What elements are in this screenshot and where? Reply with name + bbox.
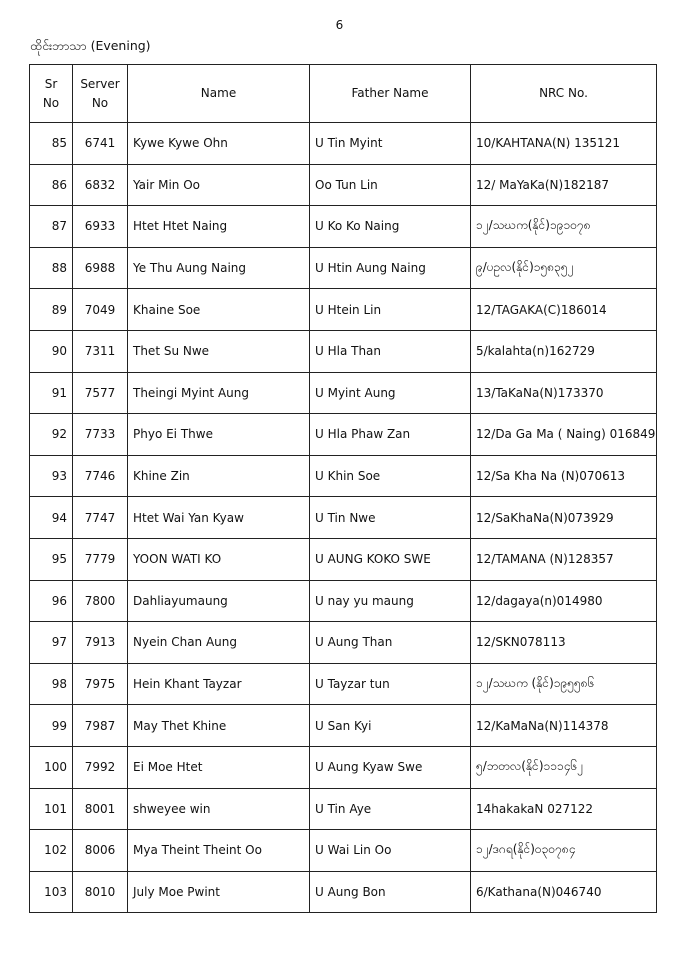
cell-server-no: 7800	[73, 580, 128, 622]
cell-nrc-no: 12/SKN078113	[471, 622, 657, 664]
cell-sr-no: 94	[30, 497, 73, 539]
cell-nrc-no: 10/KAHTANA(N) 135121	[471, 123, 657, 165]
cell-nrc-no: 12/SaKhaNa(N)073929	[471, 497, 657, 539]
cell-name: Thet Su Nwe	[128, 330, 310, 372]
column-header-server-no	[73, 65, 128, 123]
cell-name: Hein Khant Tayzar	[128, 663, 310, 705]
cell-name: Ye Thu Aung Naing	[128, 247, 310, 289]
cell-name: Htet Wai Yan Kyaw	[128, 497, 310, 539]
cell-server-no: 6741	[73, 123, 128, 165]
cell-father-name: U Khin Soe	[310, 455, 471, 497]
page-number: 6	[335, 18, 344, 32]
table-row	[30, 372, 657, 414]
cell-sr-no: 85	[30, 123, 73, 165]
cell-sr-no: 89	[30, 289, 73, 331]
cell-father-name: U Tayzar tun	[310, 663, 471, 705]
cell-nrc-no: 13/TaKaNa(N)173370	[471, 372, 657, 414]
cell-sr-no: 90	[30, 330, 73, 372]
cell-name: May Thet Khine	[128, 705, 310, 747]
table-row	[30, 123, 657, 165]
section-heading: ထိုင်းဘာသာ (Evening)	[30, 38, 151, 53]
cell-sr-no: 93	[30, 455, 73, 497]
cell-name: Nyein Chan Aung	[128, 622, 310, 664]
cell-father-name: U San Kyi	[310, 705, 471, 747]
cell-father-name: U Tin Aye	[310, 788, 471, 830]
cell-sr-no: 97	[30, 622, 73, 664]
column-header-name: Name	[128, 65, 310, 123]
cell-name: Kywe Kywe Ohn	[128, 123, 310, 165]
column-header-father-name: Father Name	[310, 65, 471, 123]
table-row	[30, 164, 657, 206]
table-header	[30, 65, 657, 123]
cell-server-no: 6933	[73, 206, 128, 248]
cell-sr-no: 92	[30, 414, 73, 456]
cell-nrc-no: 14hakakaN 027122	[471, 788, 657, 830]
cell-nrc-no: 6/Kathana(N)046740	[471, 871, 657, 913]
cell-nrc-no: 12/ MaYaKa(N)182187	[471, 164, 657, 206]
cell-father-name: U AUNG KOKO SWE	[310, 538, 471, 580]
table-row	[30, 580, 657, 622]
cell-name: Theingi Myint Aung	[128, 372, 310, 414]
cell-nrc-no: 12/dagaya(n)014980	[471, 580, 657, 622]
header-row	[30, 65, 657, 123]
cell-server-no: 7049	[73, 289, 128, 331]
roster-table	[29, 64, 657, 913]
cell-father-name: U Hla Than	[310, 330, 471, 372]
cell-name: Dahliayumaung	[128, 580, 310, 622]
cell-father-name: U Myint Aung	[310, 372, 471, 414]
cell-server-no: 7733	[73, 414, 128, 456]
table-body	[30, 123, 657, 913]
cell-nrc-no: 5/kalahta(n)162729	[471, 330, 657, 372]
table-row	[30, 497, 657, 539]
cell-sr-no: 99	[30, 705, 73, 747]
cell-server-no: 7747	[73, 497, 128, 539]
cell-sr-no: 88	[30, 247, 73, 289]
cell-server-no: 7577	[73, 372, 128, 414]
cell-nrc-no: ၉/ပဥလ(နိုင်)၁၅၈၃၅၂	[471, 247, 657, 289]
cell-nrc-no: ၁၂/သဃက(နိုင်)၁၉၁၀၇၈	[471, 206, 657, 248]
column-header-sr-no: Sr No	[30, 65, 73, 123]
cell-server-no: 8010	[73, 871, 128, 913]
table-row	[30, 206, 657, 248]
server-no-line2: No	[91, 95, 109, 110]
cell-nrc-no: ၅/ဘတလ(နိုင်)၁၁၁၄၆၂	[471, 746, 657, 788]
cell-name: Khaine Soe	[128, 289, 310, 331]
cell-server-no: 7913	[73, 622, 128, 664]
cell-nrc-no: 12/TAGAKA(C)186014	[471, 289, 657, 331]
cell-father-name: U Htein Lin	[310, 289, 471, 331]
table-row	[30, 705, 657, 747]
table-row	[30, 830, 657, 872]
cell-server-no: 7992	[73, 746, 128, 788]
cell-server-no: 7746	[73, 455, 128, 497]
cell-sr-no: 96	[30, 580, 73, 622]
cell-father-name: U Aung Than	[310, 622, 471, 664]
cell-name: YOON WATI KO	[128, 538, 310, 580]
table-row	[30, 414, 657, 456]
cell-name: Yair Min Oo	[128, 164, 310, 206]
cell-father-name: U Aung Bon	[310, 871, 471, 913]
cell-sr-no: 100	[30, 746, 73, 788]
cell-sr-no: 87	[30, 206, 73, 248]
table-row	[30, 330, 657, 372]
cell-father-name: U Ko Ko Naing	[310, 206, 471, 248]
table-row	[30, 622, 657, 664]
table-row	[30, 289, 657, 331]
cell-nrc-no: 12/TAMANA (N)128357	[471, 538, 657, 580]
cell-name: Htet Htet Naing	[128, 206, 310, 248]
cell-nrc-no: ၁၂/သဃက (နိုင်)၁၉၅၅၈၆	[471, 663, 657, 705]
cell-nrc-no: 12/Da Ga Ma ( Naing) 016849	[471, 414, 657, 456]
table-row	[30, 455, 657, 497]
cell-sr-no: 101	[30, 788, 73, 830]
cell-name: shweyee win	[128, 788, 310, 830]
cell-sr-no: 86	[30, 164, 73, 206]
cell-name: Ei Moe Htet	[128, 746, 310, 788]
column-header-nrc-no: NRC No.	[471, 65, 657, 123]
cell-father-name: U Tin Nwe	[310, 497, 471, 539]
table-row	[30, 663, 657, 705]
cell-name: Khine Zin	[128, 455, 310, 497]
cell-sr-no: 95	[30, 538, 73, 580]
cell-sr-no: 102	[30, 830, 73, 872]
table-row	[30, 746, 657, 788]
cell-father-name: U Tin Myint	[310, 123, 471, 165]
cell-father-name: U Htin Aung Naing	[310, 247, 471, 289]
cell-father-name: U Wai Lin Oo	[310, 830, 471, 872]
cell-nrc-no: ၁၂/ဒဂရ(နိုင်)၀၃၀၇၈၄	[471, 830, 657, 872]
cell-server-no: 7779	[73, 538, 128, 580]
cell-server-no: 8001	[73, 788, 128, 830]
cell-server-no: 8006	[73, 830, 128, 872]
cell-server-no: 7975	[73, 663, 128, 705]
table-row	[30, 788, 657, 830]
server-no-line1: Server	[80, 76, 120, 91]
cell-father-name: Oo Tun Lin	[310, 164, 471, 206]
cell-name: Mya Theint Theint Oo	[128, 830, 310, 872]
cell-name: July Moe Pwint	[128, 871, 310, 913]
cell-nrc-no: 12/Sa Kha Na (N)070613	[471, 455, 657, 497]
cell-sr-no: 103	[30, 871, 73, 913]
cell-name: Phyo Ei Thwe	[128, 414, 310, 456]
cell-nrc-no: 12/KaMaNa(N)114378	[471, 705, 657, 747]
cell-father-name: U Aung Kyaw Swe	[310, 746, 471, 788]
cell-sr-no: 91	[30, 372, 73, 414]
cell-server-no: 6988	[73, 247, 128, 289]
cell-father-name: U nay yu maung	[310, 580, 471, 622]
table-row	[30, 871, 657, 913]
table-row	[30, 538, 657, 580]
cell-father-name: U Hla Phaw Zan	[310, 414, 471, 456]
table-row	[30, 247, 657, 289]
cell-server-no: 7987	[73, 705, 128, 747]
cell-server-no: 6832	[73, 164, 128, 206]
cell-sr-no: 98	[30, 663, 73, 705]
cell-server-no: 7311	[73, 330, 128, 372]
